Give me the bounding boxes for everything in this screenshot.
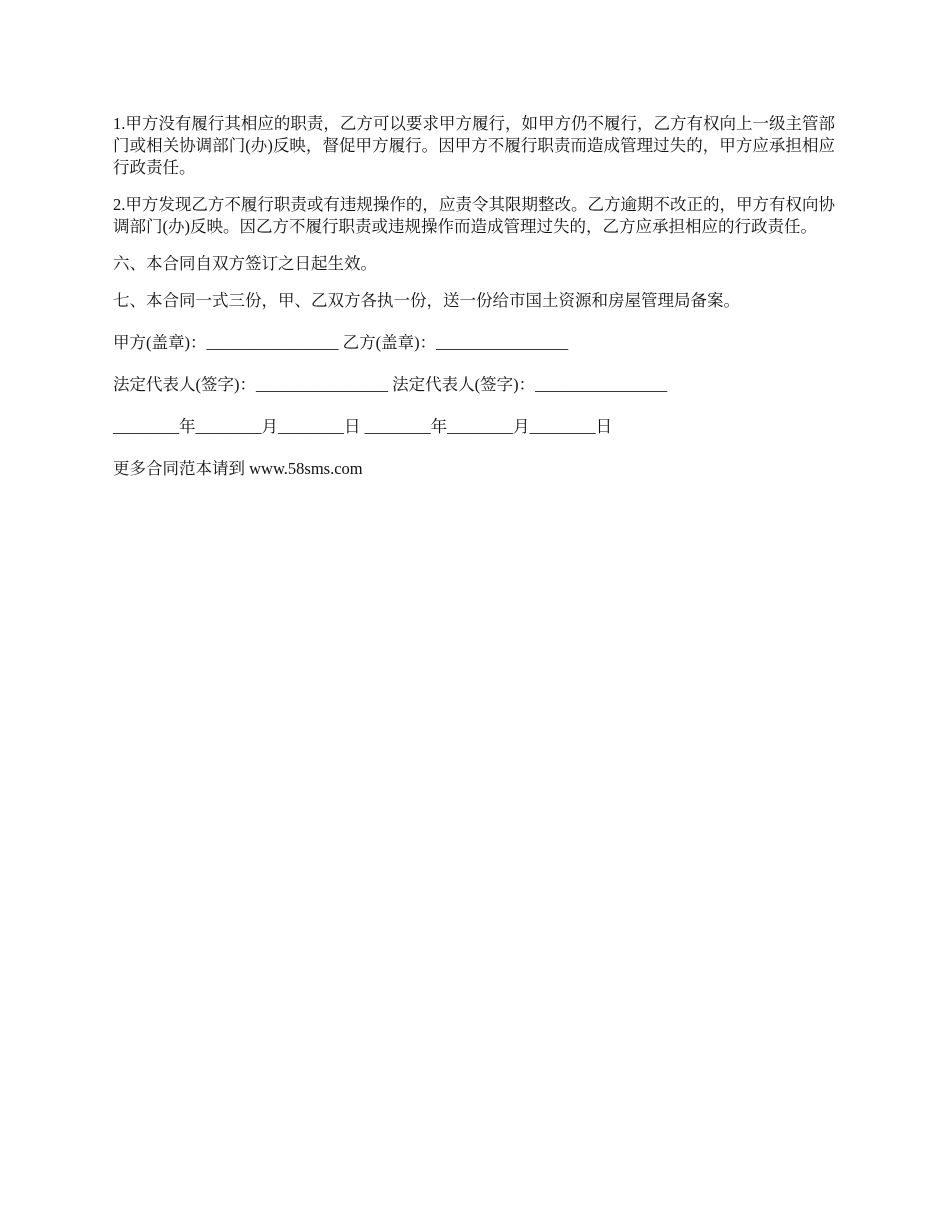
seal-signature-line: 甲方(盖章)：________________ 乙方(盖章)：________________ bbox=[113, 333, 569, 352]
clause-paragraph-2: 2.甲方发现乙方不履行职责或有违规操作的，应责令其限期整改。乙方逾期不改正的，甲方有权向协调部门(办)反映。因乙方不履行职责或违规操作而造成管理过失的，乙方应承担相应的行政责任。 bbox=[113, 195, 835, 236]
clause-paragraph-1: 1.甲方没有履行其相应的职责，乙方可以要求甲方履行，如甲方仍不履行，乙方有权向上一级主管部门或相关协调部门(办)反映，督促甲方履行。因甲方不履行职责而造成管理过失的，甲方应承担相应行政责任。 bbox=[113, 114, 835, 177]
article-six: 六、本合同自双方签订之日起生效。 bbox=[113, 254, 377, 273]
representative-signature-line: 法定代表人(签字)：________________ 法定代表人(签字)：________________ bbox=[113, 375, 668, 394]
document-body bbox=[113, 113, 835, 500]
date-line: ________年________月________日 ________年________月________日 bbox=[113, 417, 613, 436]
footer-note: 更多合同范本请到 www.58sms.com bbox=[113, 459, 363, 478]
article-seven: 七、本合同一式三份，甲、乙双方各执一份，送一份给市国土资源和房屋管理局备案。 bbox=[113, 291, 740, 310]
